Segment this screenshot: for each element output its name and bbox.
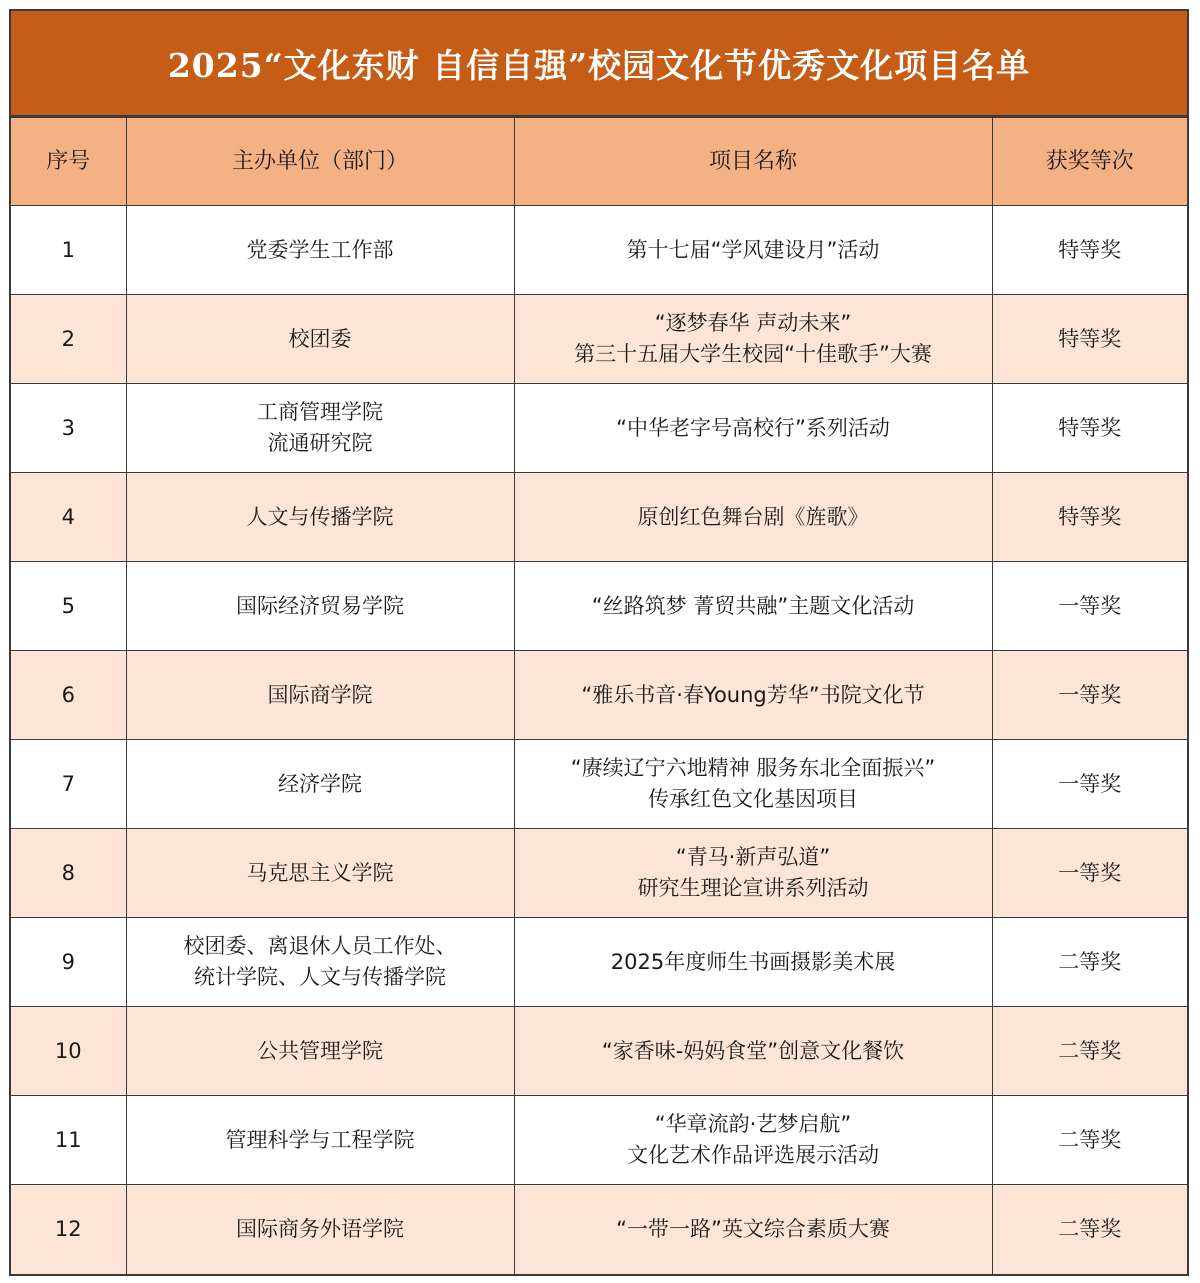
cell-award: 特等奖 [992,206,1187,295]
cell-award: 二等奖 [992,1185,1187,1274]
cell-index: 6 [11,651,126,740]
cell-organizer-line: 党委学生工作部 [246,237,394,262]
cell-organizer [126,473,514,562]
cell-project [514,1185,992,1274]
cell-project-line: “华章流韵·艺梦启航” [654,1112,852,1136]
cell-organizer-line: 统计学院、人文与传播学院 [194,965,446,989]
cell-project [514,829,992,918]
header-index: 序号 [11,118,126,206]
cell-project [514,206,992,295]
cell-organizer [126,562,514,651]
cell-project-line: “家香味-妈妈食堂”创意文化餐饮 [601,1038,905,1063]
cell-index: 7 [11,740,126,829]
cell-project [514,1096,992,1185]
cell-organizer [126,829,514,918]
cell-organizer-line: 人文与传播学院 [246,504,394,529]
cell-award: 一等奖 [992,651,1187,740]
table-row [11,295,1187,384]
cell-index: 9 [11,918,126,1007]
cell-organizer-line: 国际商学院 [267,682,373,707]
table-body [11,206,1187,1274]
cell-organizer-line: 校团委、离退休人员工作处、 [183,934,457,958]
table-row [11,918,1187,1007]
cell-organizer [126,651,514,740]
page-title: 2025“文化东财 自信自强”校园文化节优秀文化项目名单 [167,45,1031,85]
header-organizer: 主办单位（部门） [126,118,514,206]
table-row [11,740,1187,829]
table-row [11,1185,1187,1274]
cell-project [514,918,992,1007]
table-row [11,473,1187,562]
cell-index: 4 [11,473,126,562]
cell-organizer [126,1185,514,1274]
table-row [11,651,1187,740]
cell-project-line: “逐梦春华 声动未来” [654,311,852,335]
header-award: 获奖等次 [992,118,1187,206]
cell-organizer [126,295,514,384]
table-row [11,206,1187,295]
cell-index: 8 [11,829,126,918]
cell-award: 一等奖 [992,740,1187,829]
cell-organizer-line: 管理科学与工程学院 [225,1127,415,1152]
cell-project-line: 研究生理论宣讲系列活动 [637,876,869,900]
award-list-sheet [9,9,1189,1276]
cell-project [514,295,992,384]
cell-project-line: 第十七届“学风建设月”活动 [626,237,880,262]
cell-award: 一等奖 [992,562,1187,651]
cell-project-line: 2025年度师生书画摄影美术展 [610,949,896,974]
cell-project [514,740,992,829]
cell-project-line: “一带一路”英文综合素质大赛 [616,1216,890,1241]
cell-index: 10 [11,1007,126,1096]
cell-award: 特等奖 [992,384,1187,473]
cell-index: 5 [11,562,126,651]
cell-organizer [126,1096,514,1185]
cell-index: 11 [11,1096,126,1185]
cell-project-line: “中华老字号高校行”系列活动 [616,415,890,440]
cell-project-line: “赓续辽宁六地精神 服务东北全面振兴” [570,756,936,780]
cell-project-line: 传承红色文化基因项目 [648,787,858,811]
cell-project [514,384,992,473]
table-row [11,562,1187,651]
cell-organizer [126,1007,514,1096]
cell-organizer-line: 马克思主义学院 [246,860,394,885]
table-row [11,829,1187,918]
cell-organizer [126,206,514,295]
cell-project [514,651,992,740]
table-row [11,1096,1187,1185]
cell-index: 3 [11,384,126,473]
cell-award: 二等奖 [992,918,1187,1007]
cell-organizer-line: 国际商务外语学院 [236,1216,404,1241]
cell-project-line: “青马·新声弘道” [675,845,831,869]
cell-project-line: 原创红色舞台剧《旌歌》 [637,504,869,529]
cell-award: 特等奖 [992,473,1187,562]
cell-project-line: “丝路筑梦 菁贸共融”主题文化活动 [591,593,915,618]
table-row [11,1007,1187,1096]
cell-project-line: “雅乐书音·春Young芳华”书院文化节 [581,682,925,707]
table-row [11,384,1187,473]
cell-award: 一等奖 [992,829,1187,918]
cell-project [514,562,992,651]
cell-organizer-line: 公共管理学院 [257,1038,383,1063]
cell-project [514,1007,992,1096]
cell-organizer-line: 经济学院 [278,771,362,796]
cell-project-line: 第三十五届大学生校园“十佳歌手”大赛 [574,342,932,366]
award-table [11,117,1187,1274]
title-banner [11,11,1187,117]
cell-organizer-line: 工商管理学院 [257,400,383,424]
cell-index: 12 [11,1185,126,1274]
cell-organizer [126,740,514,829]
cell-organizer-line: 校团委 [288,326,352,351]
cell-project [514,473,992,562]
cell-organizer-line: 流通研究院 [267,431,373,455]
cell-project-line: 文化艺术作品评选展示活动 [627,1143,879,1167]
header-project: 项目名称 [514,118,992,206]
cell-award: 特等奖 [992,295,1187,384]
cell-award: 二等奖 [992,1007,1187,1096]
cell-index: 2 [11,295,126,384]
cell-organizer [126,384,514,473]
cell-award: 二等奖 [992,1096,1187,1185]
cell-organizer-line: 国际经济贸易学院 [236,593,404,618]
cell-index: 1 [11,206,126,295]
table-header-row [11,118,1187,206]
cell-organizer [126,918,514,1007]
